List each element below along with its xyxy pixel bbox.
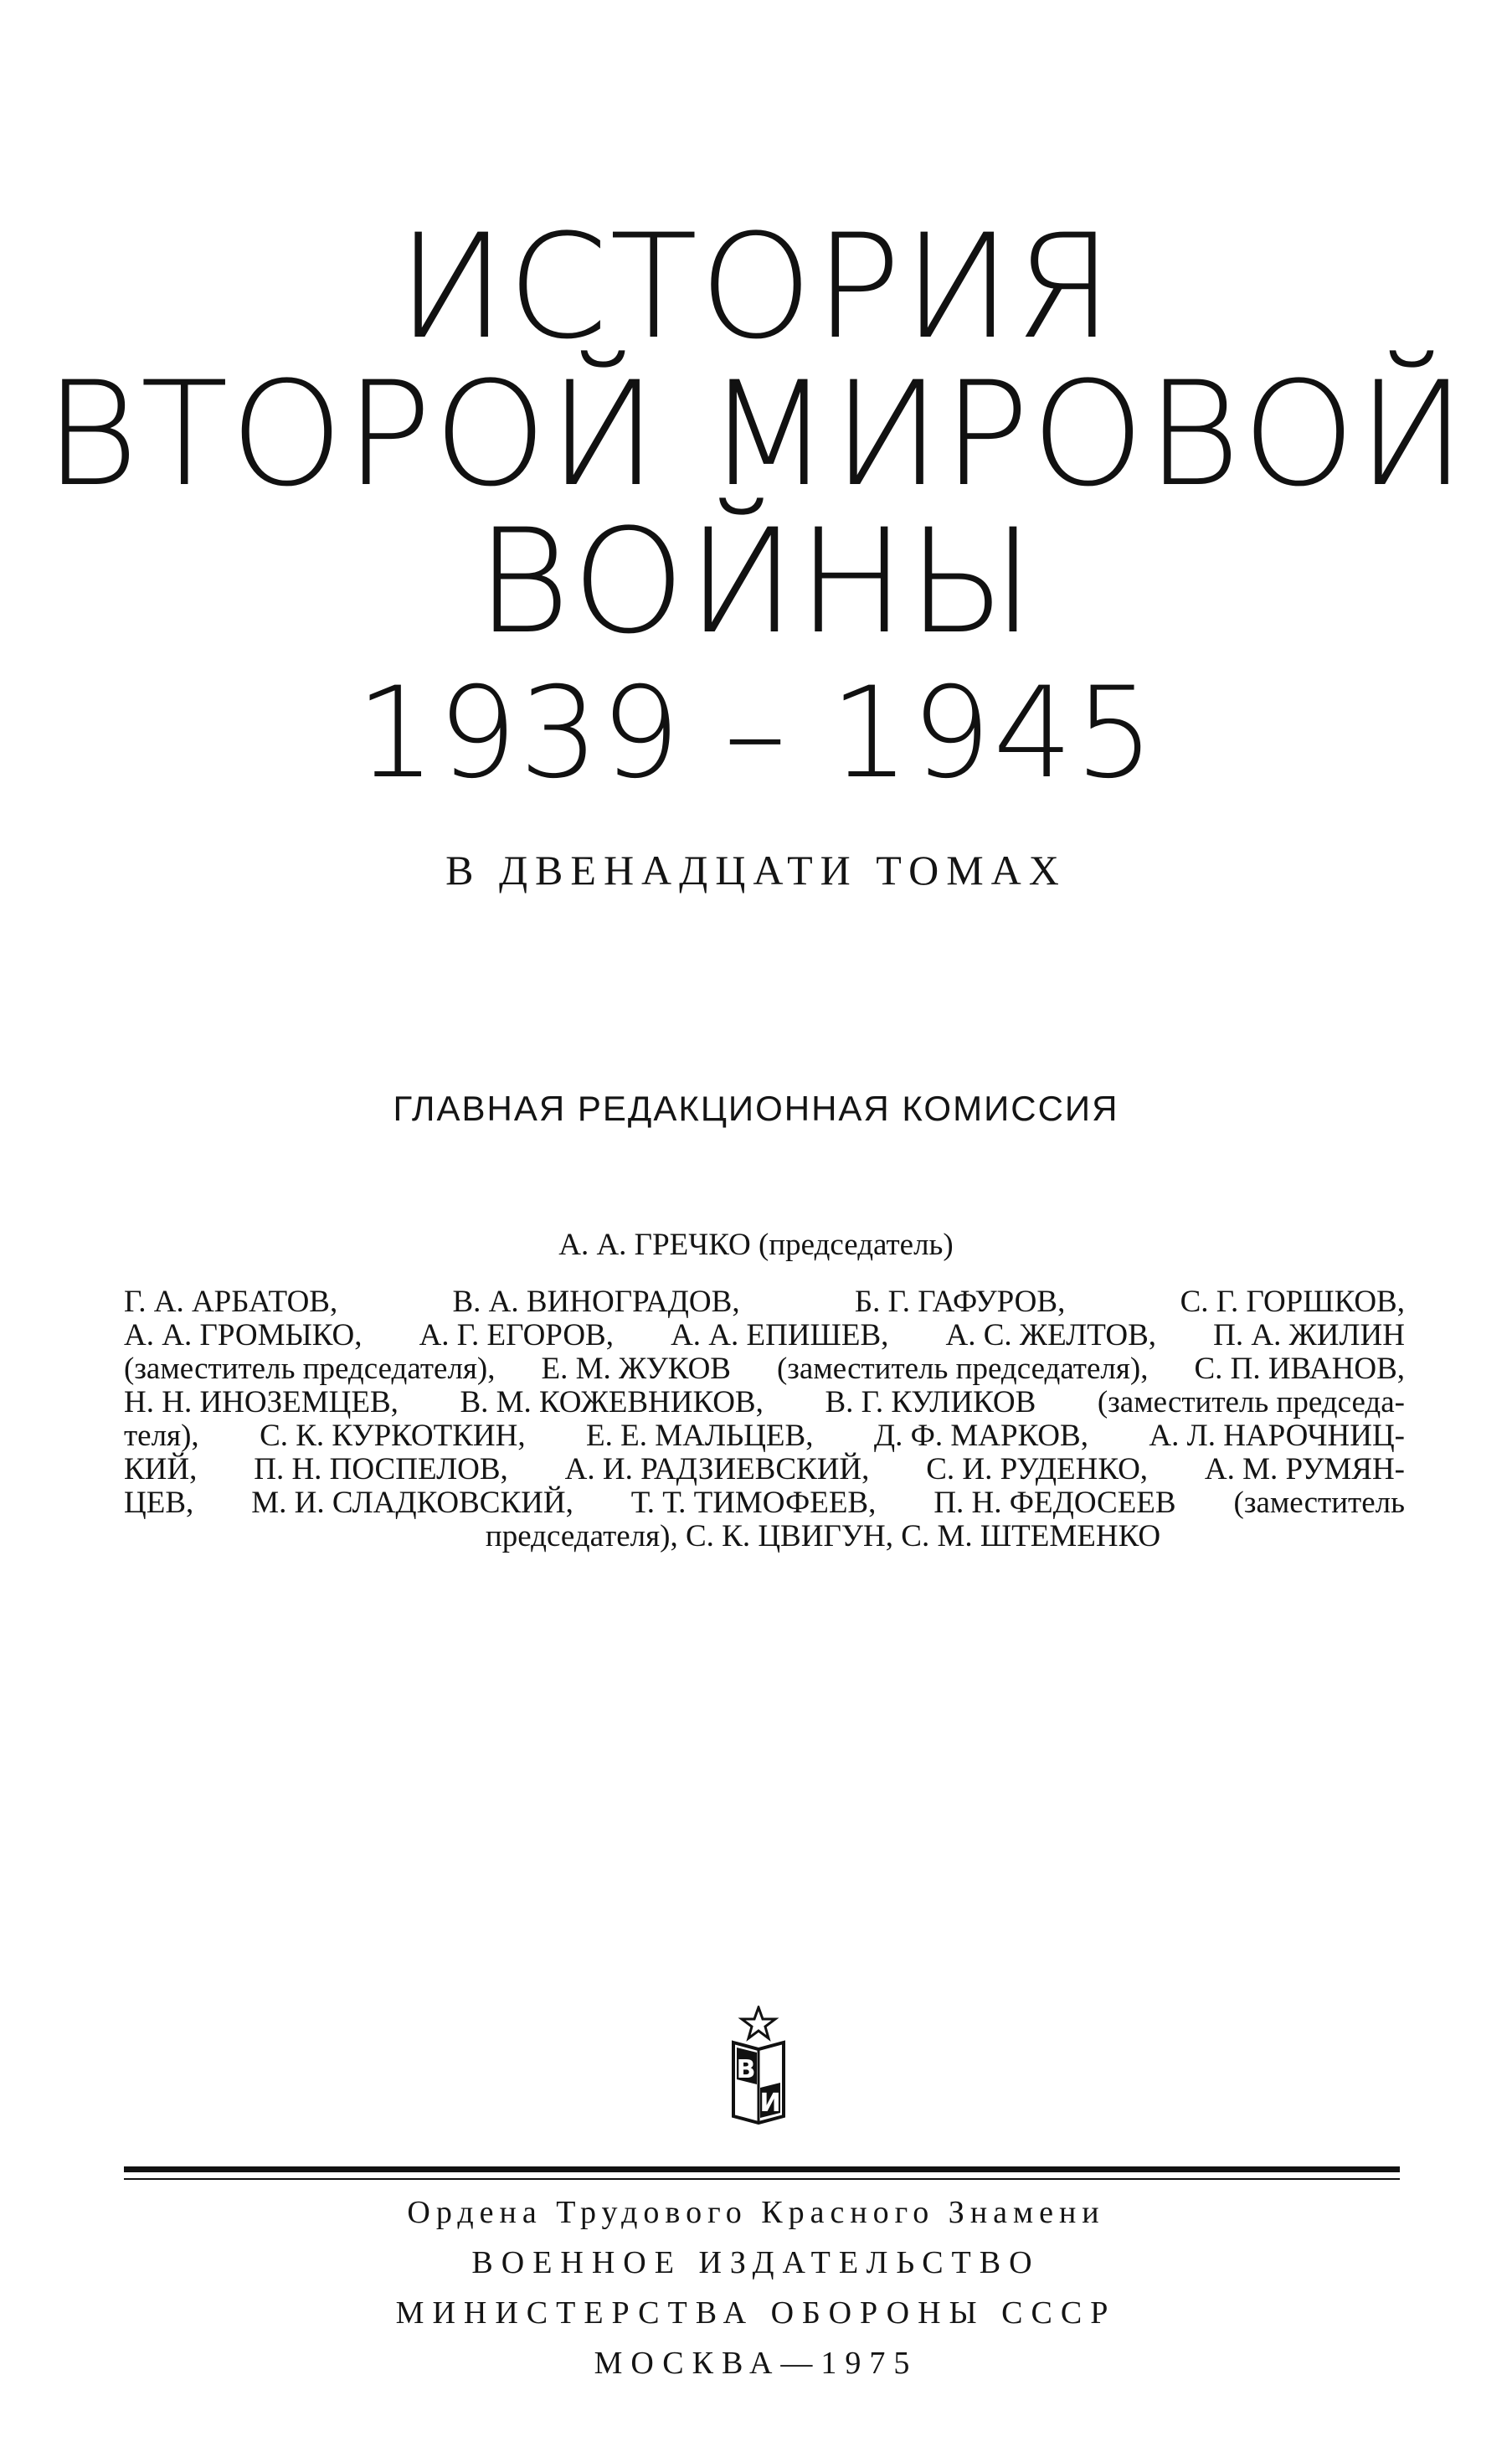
member-entry: А. М. РУМЯН- [1204, 1452, 1405, 1486]
member-entry: С. Г. ГОРШКОВ, [1180, 1285, 1405, 1319]
member-entry: (заместитель [1233, 1486, 1405, 1520]
member-entry: А. А. ГРОМЫКО, [124, 1318, 363, 1352]
members-line [124, 1453, 1405, 1486]
members-line [124, 1319, 1405, 1352]
title-line-2: ВТОРОЙ МИРОВОЙ [44, 350, 1468, 518]
member-entry: П. Н. ФЕДОСЕЕВ [933, 1486, 1176, 1520]
member-entry: (заместитель председателя), [776, 1352, 1149, 1386]
member-entry: Е. М. ЖУКОВ [541, 1352, 731, 1386]
member-entry: А. Г. ЕГОРОВ, [419, 1318, 614, 1352]
member-entry: С. П. ИВАНОВ, [1194, 1352, 1405, 1386]
members-line [124, 1285, 1405, 1319]
member-entry: П. Н. ПОСПЕЛОВ, [254, 1452, 508, 1486]
member-entry: (заместитель председа- [1097, 1385, 1405, 1419]
book-title [0, 203, 1512, 806]
publisher-order: Ордена Трудового Красного Знамени [407, 2195, 1105, 2230]
member-entry: Н. Н. ИНОЗЕМЦЕВ, [124, 1385, 399, 1419]
member-entry: Б. Г. ГАФУРОВ, [854, 1285, 1066, 1319]
member-entry: П. А. ЖИЛИН [1213, 1318, 1405, 1352]
member-entry: теля), [124, 1419, 199, 1453]
commission-heading: ГЛАВНАЯ РЕДАКЦИОННАЯ КОМИССИЯ [393, 1089, 1119, 1128]
members-line [124, 1419, 1405, 1453]
member-entry: М. И. СЛАДКОВСКИЙ, [251, 1486, 573, 1520]
member-entry: (заместитель председателя), [124, 1352, 496, 1386]
member-entry: А. И. РАДЗИЕВСКИЙ, [564, 1452, 870, 1486]
commission-chairman: А. А. ГРЕЧКО (председатель) [558, 1228, 954, 1262]
publisher-name: ВОЕННОЕ ИЗДАТЕЛЬСТВО [471, 2245, 1041, 2280]
member-entry: Г. А. АРБАТОВ, [124, 1285, 338, 1319]
member-entry: Е. Е. МАЛЬЦЕВ, [586, 1419, 814, 1453]
member-entry: В. А. ВИНОГРАДОВ, [452, 1285, 740, 1319]
title-line-3: ВОЙНЫ [476, 497, 1036, 666]
member-entry: А. А. ЕПИШЕВ, [671, 1318, 889, 1352]
title-line-1: ИСТОРИЯ [397, 203, 1115, 371]
member-entry: КИЙ, [124, 1452, 198, 1486]
members-line [124, 1386, 1405, 1419]
members-last-line: председателя), С. К. ЦВИГУН, С. М. ШТЕМЕНКО [485, 1519, 1161, 1553]
member-entry: С. И. РУДЕНКО, [926, 1452, 1149, 1486]
divider-thick [124, 2166, 1400, 2172]
member-entry: С. К. КУРКОТКИН, [260, 1419, 526, 1453]
member-entry: В. М. КОЖЕВНИКОВ, [460, 1385, 764, 1419]
logo-letter-1: В [736, 2055, 756, 2084]
commission-members [124, 1285, 1405, 1553]
member-entry: В. Г. КУЛИКОВ [825, 1385, 1036, 1419]
member-entry: Д. Ф. МАРКОВ, [873, 1419, 1088, 1453]
publisher-city-year: МОСКВА—1975 [594, 2346, 918, 2381]
member-entry: А. Л. НАРОЧНИЦ- [1149, 1419, 1405, 1453]
publisher-block [0, 2187, 1512, 2388]
publisher-logo [727, 2006, 790, 2125]
publisher-ministry: МИНИСТЕРСТВА ОБОРОНЫ СССР [395, 2295, 1117, 2331]
logo-letter-2: И [759, 2089, 781, 2118]
members-line [124, 1486, 1405, 1520]
title-years: 1939 – 1945 [356, 661, 1156, 806]
member-entry: А. С. ЖЕЛТОВ, [945, 1318, 1157, 1352]
divider-thin [124, 2178, 1400, 2180]
subtitle: В ДВЕНАДЦАТИ ТОМАХ [445, 847, 1067, 894]
members-line [124, 1352, 1405, 1386]
member-entry: ЦЕВ, [124, 1486, 194, 1520]
member-entry: Т. Т. ТИМОФЕЕВ, [630, 1486, 877, 1520]
